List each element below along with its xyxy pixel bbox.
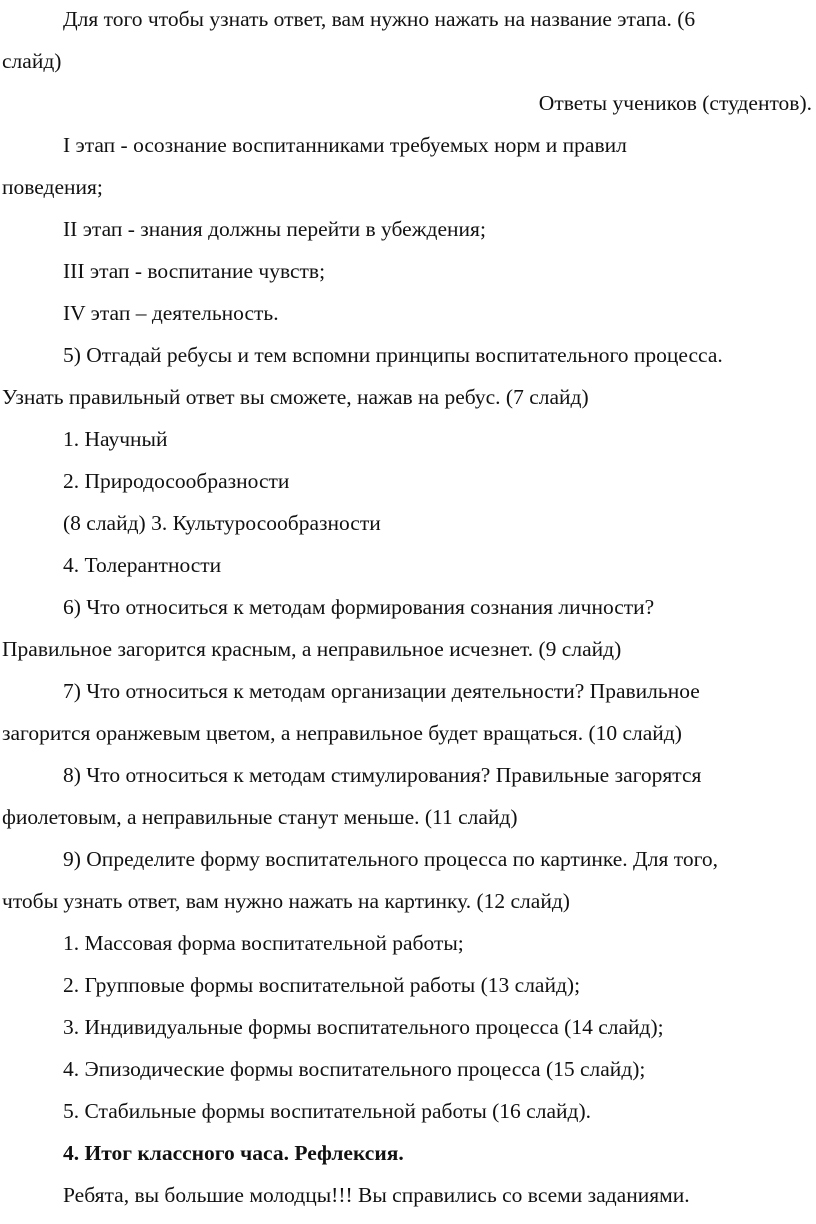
text-line: 7) Что относиться к методам организации деятельности? Правильное [63,679,700,703]
text-line: 3. Индивидуальные формы воспитательного процесса (14 слайд); [63,1015,664,1039]
text-line: 6) Что относиться к методам формирования сознания личности? [63,595,655,619]
text-line: 5. Стабильные формы воспитательной работы (16 слайд). [63,1099,591,1123]
text-line: 5) Отгадай ребусы и тем вспомни принципы воспитательного процесса. [63,343,723,367]
text-line: II этап - знания должны перейти в убеждения; [63,217,486,241]
text-line: I этап - осознание воспитанниками требуемых норм и правил [63,133,627,157]
text-line: чтобы узнать ответ, вам нужно нажать на картинку. (12 слайд) [2,889,570,913]
text-line: 2. Природосообразности [63,469,290,493]
text-line: III этап - воспитание чувств; [63,259,326,283]
text-line: фиолетовым, а неправильные станут меньше. (11 слайд) [2,805,518,829]
text-line: 1. Массовая форма воспитательной работы; [63,931,464,955]
text-line: 4. Толерантности [63,553,222,577]
text-line: 8) Что относиться к методам стимулирования? Правильные загорятся [63,763,702,787]
text-line: Для того чтобы узнать ответ, вам нужно нажать на название этапа. (6 [63,7,696,31]
text-line: слайд) [2,49,62,73]
section-heading: 4. Итог классного часа. Рефлексия. [63,1141,404,1165]
text-line: поведения; [2,175,103,199]
text-line: загорится оранжевым цветом, а неправильное будет вращаться. (10 слайд) [2,721,682,745]
text-line: Правильное загорится красным, а неправильное исчезнет. (9 слайд) [2,637,622,661]
text-line: (8 слайд) 3. Культуросообразности [63,511,381,535]
text-line: 4. Эпизодические формы воспитательного процесса (15 слайд); [63,1057,646,1081]
text-line: IV этап – деятельность. [63,301,279,325]
text-line: Ответы учеников (студентов). [538,91,812,115]
text-line: Ребята, вы большие молодцы!!! Вы справились со всеми заданиями. [63,1183,690,1207]
text-line: 1. Научный [63,427,168,451]
text-line: Узнать правильный ответ вы сможете, нажав на ребус. (7 слайд) [2,385,589,409]
text-line: 9) Определите форму воспитательного процесса по картинке. Для того, [63,847,718,871]
text-line: 2. Групповые формы воспитательной работы (13 слайд); [63,973,581,997]
